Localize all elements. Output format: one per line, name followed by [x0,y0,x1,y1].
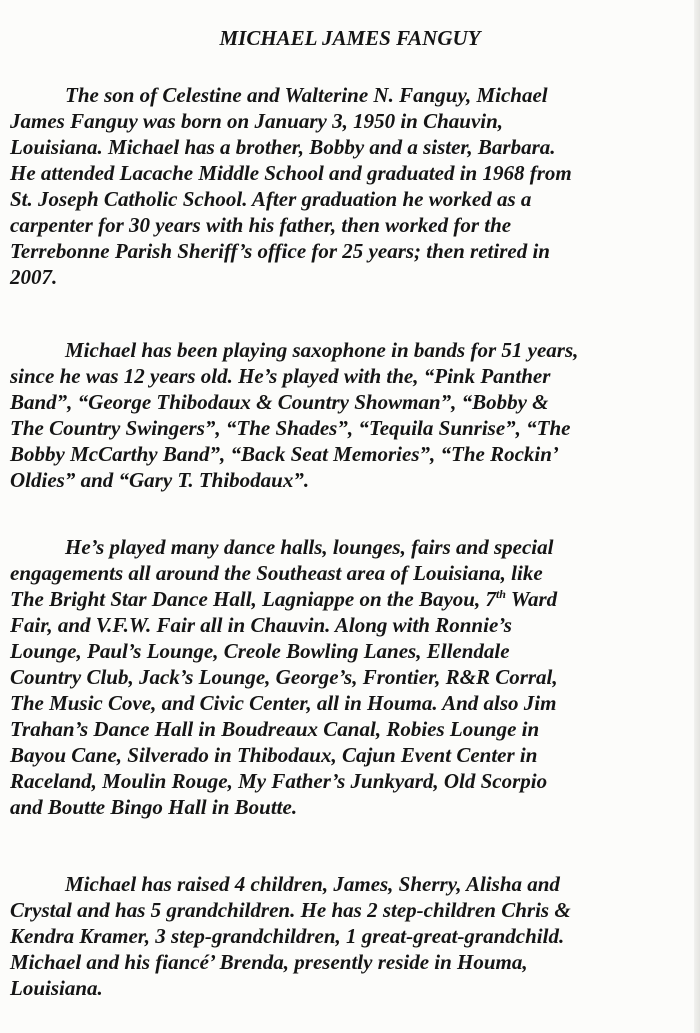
text-line: 2007. [10,265,58,289]
text-line: Louisiana. [10,976,103,1000]
text-line: Kendra Kramer, 3 step-grandchildren, 1 great-great-grandchild. [10,924,565,948]
text-line: He’s played many dance halls, lounges, fairs and special [65,535,554,559]
text-line: Band”, “George Thibodaux & Country Showman”, “Bobby & [10,390,549,414]
paragraph-venues [10,534,700,820]
text-line: Raceland, Moulin Rouge, My Father’s Junkyard, Old Scorpio [10,769,548,793]
document-title: MICHAEL JAMES FANGUY [219,26,481,50]
text-line: engagements all around the Southeast area of Louisiana, like [10,561,543,585]
paragraph-bands [10,337,700,493]
text-line: St. Joseph Catholic School. After graduation he worked as a [10,187,532,211]
text-line: Oldies” and “Gary T. Thibodaux”. [10,468,310,492]
text-line: since he was 12 years old. He’s played with the, “Pink Panther [10,364,551,388]
text-run: The Bright Star Dance Hall, Lagniappe on the Bayou, 7 [10,587,496,611]
text-line: He attended Lacache Middle School and graduated in 1968 from [10,161,572,185]
text-line: Louisiana. Michael has a brother, Bobby and a sister, Barbara. [10,135,556,159]
text-line: Trahan’s Dance Hall in Boudreaux Canal, Robies Lounge in [10,717,540,741]
text-line: The Music Cove, and Civic Center, all in Houma. And also Jim [10,691,557,715]
text-line: Bayou Cane, Silverado in Thibodaux, Cajun Event Center in [10,743,538,767]
text-line: Michael has been playing saxophone in bands for 51 years, [65,338,579,362]
paragraph-family [10,871,700,1001]
text-line: The Country Swingers”, “The Shades”, “Tequila Sunrise”, “The [10,416,571,440]
text-line: and Boutte Bingo Hall in Boutte. [10,795,298,819]
text-line: Terrebonne Parish Sheriff’s office for 25 years; then retired in [10,239,550,263]
text-line: Fair, and V.F.W. Fair all in Chauvin. Along with Ronnie’s [10,613,512,637]
text-line: Crystal and has 5 grandchildren. He has 2 step-children Chris & [10,898,571,922]
text-line: Lounge, Paul’s Lounge, Creole Bowling Lanes, Ellendale [10,639,510,663]
text-line: Country Club, Jack’s Lounge, George’s, Frontier, R&R Corral, [10,665,558,689]
text-line: The son of Celestine and Walterine N. Fanguy, Michael [65,83,548,107]
text-line: James Fanguy was born on January 3, 1950 in Chauvin, [10,109,504,133]
paragraph-biography [10,82,700,290]
text-run: Ward [505,587,558,611]
ordinal-superscript: th [495,587,506,601]
text-line-with-superscript [10,586,700,612]
text-line: Michael and his fiancé’ Brenda, presently reside in Houma, [10,950,528,974]
text-line: Michael has raised 4 children, James, Sherry, Alisha and [65,872,560,896]
text-line: carpenter for 30 years with his father, then worked for the [10,213,512,237]
text-line: Bobby McCarthy Band”, “Back Seat Memories”, “The Rockin’ [10,442,559,466]
